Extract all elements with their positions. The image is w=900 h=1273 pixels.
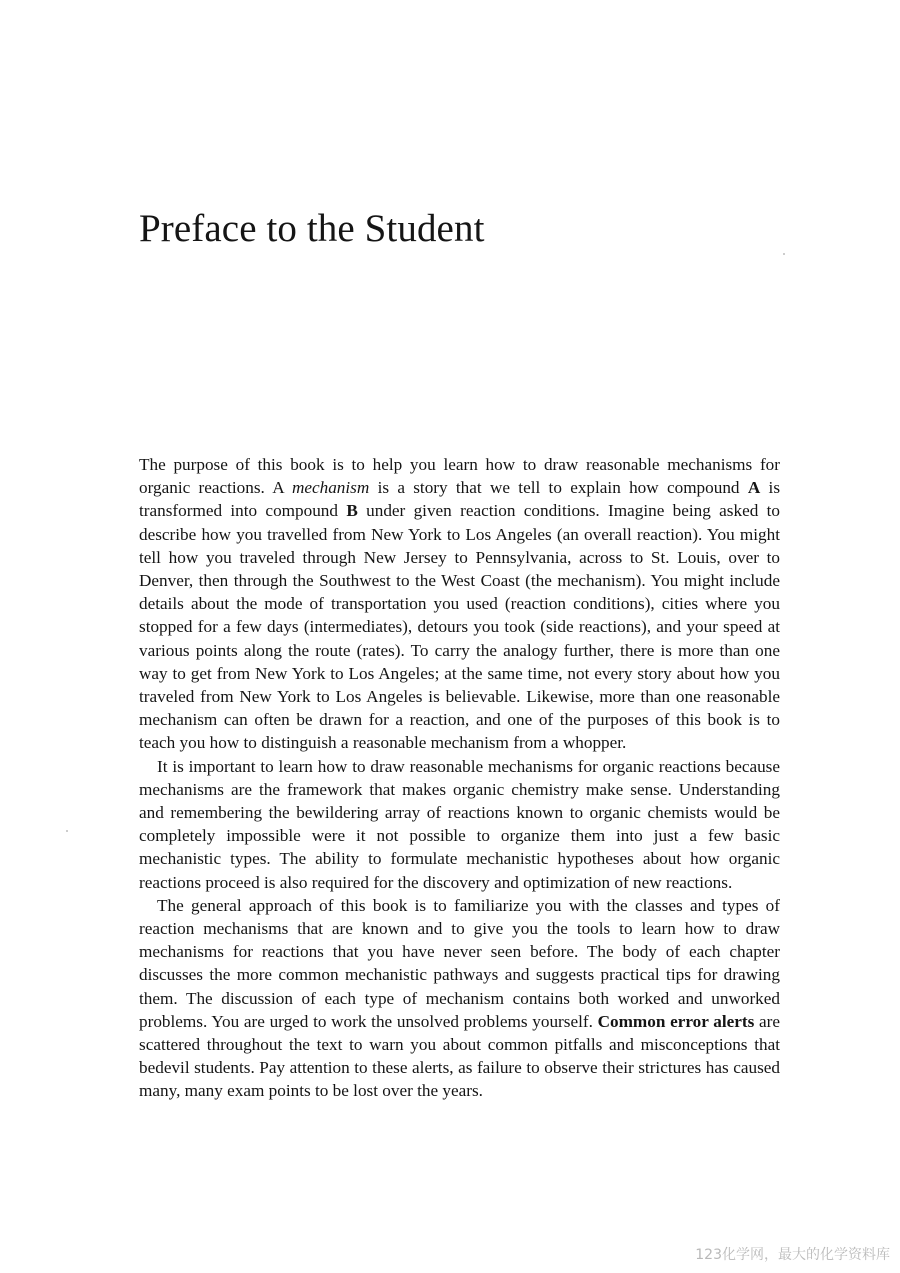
compound-b-label: B bbox=[346, 501, 358, 521]
page-title: Preface to the Student bbox=[139, 207, 485, 250]
common-error-alerts-term: Common error alerts bbox=[597, 1011, 755, 1031]
paragraph-1-text-a: The purpose of this book is to help you learn how to draw reasonable mechanisms for organic reactions. A bbox=[139, 455, 780, 498]
paragraph-1-text-c: is transformed into compound bbox=[139, 478, 781, 521]
watermark-text: 123化学网，最大的化学资料库 bbox=[695, 1247, 890, 1263]
paragraph-1-text-d: under given reaction conditions. Imagine being asked to describe how you travelled from New York to Los Angeles (an overall reaction). You might tell how you traveled through New Jersey to Pennsylvania, across to St. Louis, over to Denver, then through the Southwest to the West Coast (the mechanism). You might include details about the mode of transportation you used (reaction conditions), cities where you stopped for a few days (intermediates), detours you took (side reactions), and your speed at various points along the route (rates). To carry the analogy further, there is more than one way to get from New York to Los Angeles; at the same time, not every story about how you traveled from New York to Los Angeles is believable. Likewise, more than one reasonable mechanism can often be drawn for a reaction, and one of the purposes of this book is to teach you how to distinguish a reasonable mechanism from a whopper. bbox=[139, 501, 780, 753]
scan-speck bbox=[66, 830, 68, 832]
paragraph-3 bbox=[139, 894, 780, 1103]
preface-body bbox=[139, 453, 780, 1103]
paragraph-1-text-b: is a story that we tell to explain how compound bbox=[369, 478, 748, 498]
paragraph-3-text-a: The general approach of this book is to familiarize you with the classes and types of reaction mechanisms that are known and to give you the tools to learn how to draw mechanisms for reactions that you have never seen before. The body of each chapter discusses the more common mechanistic pathways and suggests practical tips for drawing them. The discussion of each type of mechanism contains both worked and unworked problems. You are urged to work the unsolved problems yourself. bbox=[139, 895, 780, 1031]
compound-a-label: A bbox=[747, 478, 761, 498]
paragraph-3-text-b: are scattered throughout the text to warn you about common pitfalls and misconceptions that bedevil students. Pay attention to these alerts, as failure to observe their strictures has caused many, many exam points to be lost over the years. bbox=[139, 1011, 780, 1101]
term-mechanism: mechanism bbox=[291, 478, 370, 498]
paragraph-1 bbox=[139, 453, 780, 755]
paragraph-2: It is important to learn how to draw reasonable mechanisms for organic reactions because mechanisms are the framework that makes organic chemistry make sense. Understanding and remembering the bewildering array of reactions known to organic chemists would be completely impossible were it not possible to organize them into just a few basic mechanistic types. The ability to formulate mechanistic hypotheses about how organic reactions proceed is also required for the discovery and optimization of new reactions. bbox=[139, 756, 780, 892]
scan-speck bbox=[783, 253, 785, 255]
